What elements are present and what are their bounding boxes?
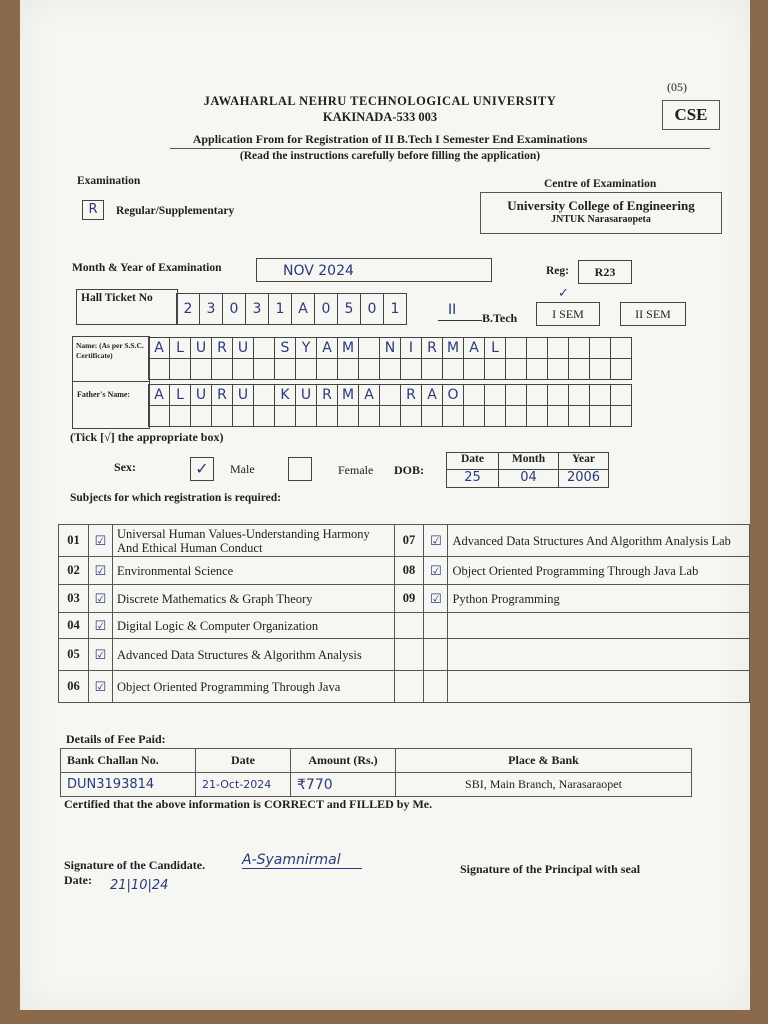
char-box: I: [401, 338, 422, 359]
dob-label: DOB:: [394, 463, 424, 477]
principal-signature-label: Signature of the Principal with seal: [460, 862, 641, 876]
subject-mark: [424, 613, 448, 639]
dob-table: [446, 452, 609, 488]
char-box: [170, 359, 191, 380]
char-box: R: [212, 385, 233, 406]
fee-date-value: 21-Oct-2024: [196, 773, 291, 797]
hall-ticket-digit: 5: [338, 294, 361, 325]
char-box: [233, 359, 254, 380]
char-box: [317, 406, 338, 427]
subject-no: 04: [59, 613, 89, 639]
dob-month-value: 04: [499, 470, 559, 488]
hall-ticket-digit: 3: [200, 294, 223, 325]
fee-header-place: Place & Bank: [396, 749, 692, 773]
subjects-table: [58, 524, 750, 703]
char-box: K: [275, 385, 296, 406]
char-box: Y: [296, 338, 317, 359]
reg-value: R23: [578, 260, 632, 284]
branch-box: CSE: [662, 100, 720, 130]
subject-name: Object Oriented Programming Through Java Lab: [448, 557, 750, 585]
char-box: L: [170, 385, 191, 406]
subject-no: 09: [394, 585, 424, 613]
subject-name: [448, 613, 750, 639]
month-year-label: Month & Year of Examination: [72, 262, 222, 274]
certify-statement: Certified that the above information is CORRECT and FILLED by Me.: [64, 797, 433, 811]
char-box: [422, 359, 443, 380]
candidate-signature-label: Signature of the Candidate.: [64, 858, 206, 872]
subject-name: Environmental Science: [112, 557, 394, 585]
subject-mark: ☑: [88, 671, 112, 703]
father-blank-row: [148, 405, 632, 427]
fee-place-value: SBI, Main Branch, Narasaraopet: [396, 773, 692, 797]
char-box: [359, 338, 380, 359]
table-row: [59, 525, 750, 557]
char-box: L: [485, 338, 506, 359]
hall-ticket-digit: 1: [384, 294, 407, 325]
char-box: S: [275, 338, 296, 359]
char-box: [401, 406, 422, 427]
subject-mark: ☑: [424, 557, 448, 585]
subject-name: Discrete Mathematics & Graph Theory: [112, 585, 394, 613]
male-label: Male: [230, 462, 255, 476]
char-box: [212, 359, 233, 380]
char-box: [548, 406, 569, 427]
char-box: [191, 359, 212, 380]
subject-mark: ☑: [424, 525, 448, 557]
subject-no: [394, 671, 424, 703]
char-box: N: [380, 338, 401, 359]
female-label: Female: [338, 463, 374, 477]
subject-no: 07: [394, 525, 424, 557]
char-box: [401, 359, 422, 380]
form-code: (05): [667, 80, 687, 94]
table-row: [59, 671, 750, 703]
char-box: [212, 406, 233, 427]
fee-header-amount: Amount (Rs.): [291, 749, 396, 773]
char-box: [527, 385, 548, 406]
subject-no: 03: [59, 585, 89, 613]
char-box: A: [149, 385, 170, 406]
fee-amount-value: ₹770: [291, 773, 396, 797]
name-label-box: [72, 336, 150, 382]
char-box: M: [443, 338, 464, 359]
fee-title: Details of Fee Paid:: [66, 732, 166, 746]
char-box: [590, 406, 611, 427]
subject-name: Advanced Data Structures And Algorithm Analysis Lab: [448, 525, 750, 557]
subject-no: 02: [59, 557, 89, 585]
centre-line1: University College of Engineering: [507, 198, 695, 213]
subject-mark: [424, 639, 448, 671]
char-box: R: [401, 385, 422, 406]
year-underline: [438, 320, 482, 321]
hall-ticket-digit: 0: [223, 294, 246, 325]
char-box: [485, 406, 506, 427]
subject-no: [394, 613, 424, 639]
char-box: [443, 406, 464, 427]
hall-ticket-label-box: [76, 289, 178, 325]
hall-ticket-digit: 2: [177, 294, 200, 325]
char-box: M: [338, 385, 359, 406]
char-box: [275, 406, 296, 427]
char-box: [359, 406, 380, 427]
subject-no: 01: [59, 525, 89, 557]
char-box: [443, 359, 464, 380]
name-char-row: [148, 337, 632, 359]
reg-label: Reg:: [546, 265, 569, 277]
dob-month-header: Month: [499, 453, 559, 470]
sem1-check-icon: ✓: [558, 286, 569, 301]
fee-header-date: Date: [196, 749, 291, 773]
subject-mark: ☑: [88, 525, 112, 557]
char-box: U: [296, 385, 317, 406]
char-box: [254, 359, 275, 380]
char-box: [149, 359, 170, 380]
fee-challan-value: DUN3193814: [61, 773, 196, 797]
char-box: [359, 359, 380, 380]
subject-mark: ☑: [88, 613, 112, 639]
subject-name: Digital Logic & Computer Organization: [112, 613, 394, 639]
father-label: Father's Name:: [77, 390, 131, 399]
char-box: R: [317, 385, 338, 406]
name-label: Name: (As per S.S.C. Certificate): [76, 341, 144, 360]
subject-name: [448, 639, 750, 671]
university-name: JAWAHARLAL NEHRU TECHNOLOGICAL UNIVERSITY: [203, 94, 557, 108]
char-box: [317, 359, 338, 380]
char-box: [590, 338, 611, 359]
char-box: [191, 406, 212, 427]
char-box: U: [191, 385, 212, 406]
char-box: L: [170, 338, 191, 359]
char-box: U: [233, 385, 254, 406]
female-checkbox: [288, 457, 312, 481]
sem1-box: I SEM: [536, 302, 600, 326]
char-box: A: [422, 385, 443, 406]
char-box: R: [422, 338, 443, 359]
centre-label: Centre of Examination: [544, 178, 657, 190]
char-box: [380, 406, 401, 427]
exam-type-label: Regular/Supplementary: [116, 205, 235, 217]
char-box: [380, 385, 401, 406]
hall-ticket-digit: 0: [315, 294, 338, 325]
hall-ticket-digit: 3: [246, 294, 269, 325]
form-title: Application From for Registration of II B.Tech I Semester End Examinations: [192, 132, 588, 146]
month-year-field: NOV 2024: [256, 258, 492, 282]
subject-no: 05: [59, 639, 89, 671]
subject-no: [394, 639, 424, 671]
subject-name: Python Programming: [448, 585, 750, 613]
char-box: [233, 406, 254, 427]
char-box: [611, 359, 632, 380]
hall-ticket-digit: 0: [361, 294, 384, 325]
subject-name: Universal Human Values-Understanding Harmony And Ethical Human Conduct: [112, 525, 394, 557]
dob-year-value: 2006: [559, 470, 609, 488]
father-label-box: [72, 381, 150, 429]
btech-label: B.Tech: [482, 311, 518, 325]
candidate-signature: A-Syamnirmal: [242, 852, 362, 869]
char-box: [611, 338, 632, 359]
char-box: U: [233, 338, 254, 359]
char-box: [254, 406, 275, 427]
char-box: A: [149, 338, 170, 359]
fee-header-challan: Bank Challan No.: [61, 749, 196, 773]
subject-no: 08: [394, 557, 424, 585]
char-box: [485, 385, 506, 406]
hall-ticket-digit: A: [292, 294, 315, 325]
char-box: [254, 338, 275, 359]
hall-ticket-label: Hall Ticket No: [81, 292, 153, 304]
centre-line2: JNTUK Narasaraopeta: [551, 214, 651, 225]
char-box: [611, 406, 632, 427]
char-box: A: [359, 385, 380, 406]
exam-type-box: R: [82, 200, 104, 220]
char-box: [296, 406, 317, 427]
name-blank-row: [148, 358, 632, 380]
char-box: [569, 385, 590, 406]
char-box: [548, 359, 569, 380]
subject-mark: ☑: [88, 585, 112, 613]
char-box: [611, 385, 632, 406]
centre-box: [480, 192, 722, 234]
signature-date-label: Date:: [64, 873, 92, 887]
table-row: [59, 613, 750, 639]
table-row: [59, 557, 750, 585]
char-box: [527, 338, 548, 359]
dob-year-header: Year: [559, 453, 609, 470]
char-box: R: [212, 338, 233, 359]
char-box: [464, 385, 485, 406]
year-mark: II: [448, 302, 457, 318]
subjects-label: Subjects for which registration is required:: [70, 492, 281, 504]
char-box: [149, 406, 170, 427]
sex-label: Sex:: [114, 460, 136, 474]
char-box: [380, 359, 401, 380]
char-box: O: [443, 385, 464, 406]
char-box: [506, 338, 527, 359]
subject-mark: [424, 671, 448, 703]
char-box: [422, 406, 443, 427]
char-box: [527, 406, 548, 427]
char-box: [296, 359, 317, 380]
char-box: [275, 359, 296, 380]
subject-name: Advanced Data Structures & Algorithm Analysis: [112, 639, 394, 671]
tick-note: (Tick [√] the appropriate box): [70, 430, 224, 444]
char-box: [170, 406, 191, 427]
char-box: [548, 338, 569, 359]
char-box: [569, 406, 590, 427]
char-box: [527, 359, 548, 380]
subject-name: [448, 671, 750, 703]
dob-date-header: Date: [447, 453, 499, 470]
fee-table: [60, 748, 692, 797]
char-box: [569, 338, 590, 359]
char-box: [506, 385, 527, 406]
char-box: [254, 385, 275, 406]
char-box: [548, 385, 569, 406]
dob-date-value: 25: [447, 470, 499, 488]
subject-mark: ☑: [88, 557, 112, 585]
examination-label: Examination: [77, 175, 141, 187]
subject-mark: ☑: [88, 639, 112, 671]
subject-name: Object Oriented Programming Through Java: [112, 671, 394, 703]
signature-date-value: 21|10|24: [110, 878, 169, 893]
char-box: U: [191, 338, 212, 359]
char-box: [485, 359, 506, 380]
table-row: [59, 639, 750, 671]
char-box: A: [317, 338, 338, 359]
char-box: [464, 359, 485, 380]
subject-no: 06: [59, 671, 89, 703]
hall-ticket-digits: [176, 293, 407, 325]
application-form: [20, 0, 750, 1010]
char-box: [506, 406, 527, 427]
char-box: M: [338, 338, 359, 359]
title-rule: [170, 148, 710, 149]
char-box: [506, 359, 527, 380]
char-box: [590, 359, 611, 380]
char-box: [569, 359, 590, 380]
sem2-box: II SEM: [620, 302, 686, 326]
table-row: [59, 585, 750, 613]
form-instructions: (Read the instructions carefully before filling the application): [239, 150, 541, 162]
university-city: KAKINADA-533 003: [322, 110, 438, 124]
father-char-row: [148, 384, 632, 406]
male-checkbox: ✓: [190, 457, 214, 481]
char-box: [590, 385, 611, 406]
char-box: [338, 406, 359, 427]
char-box: [464, 406, 485, 427]
char-box: A: [464, 338, 485, 359]
char-box: [338, 359, 359, 380]
subject-mark: ☑: [424, 585, 448, 613]
hall-ticket-digit: 1: [269, 294, 292, 325]
